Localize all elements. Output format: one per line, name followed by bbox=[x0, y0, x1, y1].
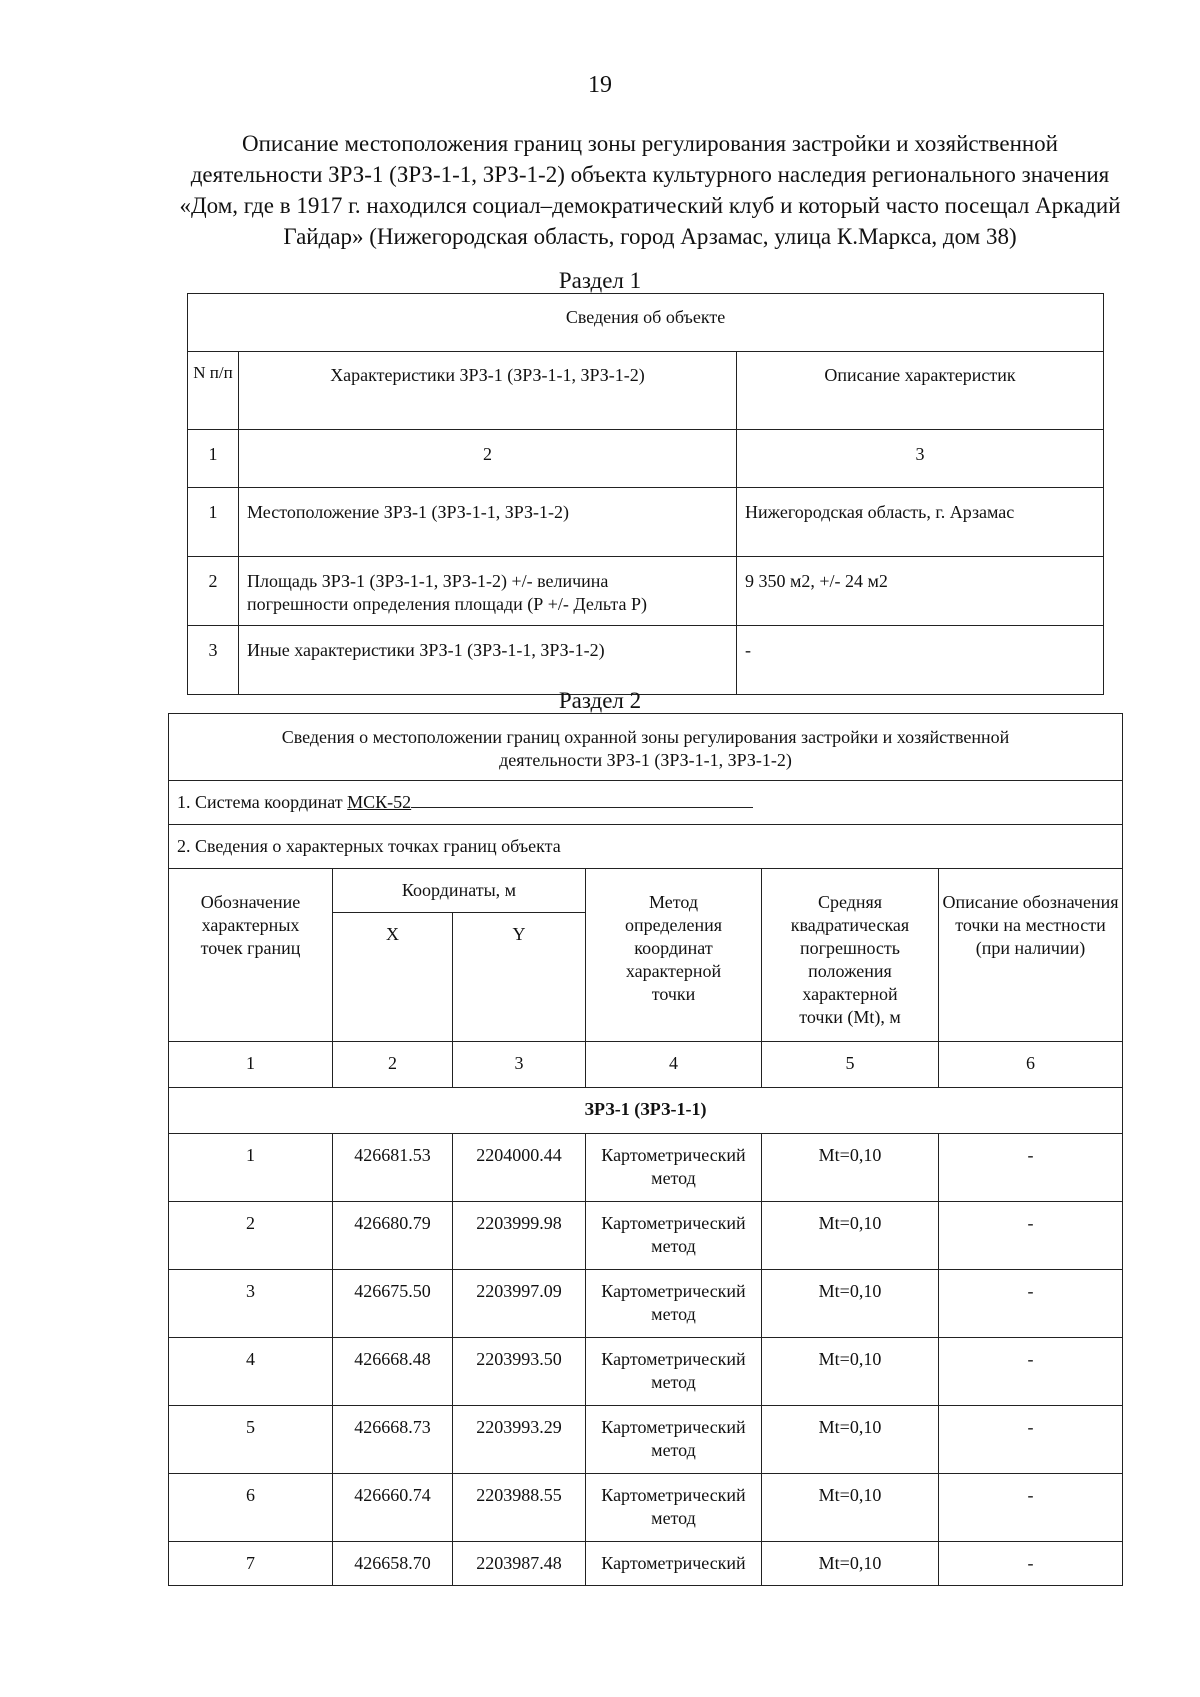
section2-heading: Раздел 2 bbox=[558, 688, 642, 713]
points-section-label: 2. Сведения о характерных точках границ объекта bbox=[169, 825, 1123, 869]
column-header-error bbox=[762, 869, 939, 1042]
header-line: Средняя bbox=[817, 892, 883, 912]
column-number: 1 bbox=[169, 1042, 333, 1088]
column-header-number-text: N п/п bbox=[193, 363, 233, 382]
characteristic-line: Площадь ЗРЗ-1 (ЗРЗ-1-1, ЗРЗ-1-2) +/- величина bbox=[247, 571, 609, 591]
method-line: метод bbox=[651, 1304, 696, 1324]
method-line: Картометрический bbox=[601, 1417, 746, 1437]
point-description: - bbox=[939, 1338, 1123, 1406]
column-header-description: Описание характеристик bbox=[737, 352, 1104, 430]
point-x: 426658.70 bbox=[333, 1542, 453, 1586]
column-number: 4 bbox=[586, 1042, 762, 1088]
method-line: метод bbox=[651, 1508, 696, 1528]
page-number: 19 bbox=[588, 72, 612, 98]
point-id: 4 bbox=[169, 1338, 333, 1406]
column-number: 5 bbox=[762, 1042, 939, 1088]
point-y: 2203987.48 bbox=[453, 1542, 586, 1586]
column-number: 2 bbox=[239, 430, 737, 488]
point-x: 426680.79 bbox=[333, 1202, 453, 1270]
point-y: 2203997.09 bbox=[453, 1270, 586, 1338]
point-error: Mt=0,10 bbox=[762, 1406, 939, 1474]
point-description: - bbox=[939, 1270, 1123, 1338]
header-line: характерных bbox=[201, 915, 300, 935]
method-line: Картометрический bbox=[601, 1349, 746, 1369]
table-row bbox=[169, 1134, 1123, 1202]
header-line: Описание обозначения bbox=[942, 892, 1119, 912]
point-y: 2203993.29 bbox=[453, 1406, 586, 1474]
method-line: метод bbox=[651, 1236, 696, 1256]
point-method bbox=[586, 1134, 762, 1202]
point-id: 3 bbox=[169, 1270, 333, 1338]
point-error: Mt=0,10 bbox=[762, 1338, 939, 1406]
method-line: метод bbox=[651, 1372, 696, 1392]
document-title bbox=[140, 128, 1160, 252]
point-x: 426681.53 bbox=[333, 1134, 453, 1202]
method-line: Картометрический bbox=[601, 1553, 746, 1573]
table-row bbox=[169, 1270, 1123, 1338]
point-x: 426660.74 bbox=[333, 1474, 453, 1542]
characteristic-line: погрешности определения площади (Р +/- Дельта Р) bbox=[247, 594, 647, 614]
document-title-line: деятельности ЗРЗ-1 (ЗРЗ-1-1, ЗРЗ-1-2) объекта культурного наследия регионального значения bbox=[190, 162, 1110, 187]
point-method bbox=[586, 1338, 762, 1406]
table-row bbox=[188, 626, 1104, 695]
point-id: 7 bbox=[169, 1542, 333, 1586]
characteristic-cell: Местоположение ЗРЗ-1 (ЗРЗ-1-1, ЗРЗ-1-2) bbox=[239, 488, 737, 557]
header-line: координат bbox=[634, 938, 713, 958]
column-number: 2 bbox=[333, 1042, 453, 1088]
point-id: 1 bbox=[169, 1134, 333, 1202]
column-number: 3 bbox=[737, 430, 1104, 488]
header-line: определения bbox=[624, 915, 723, 935]
table-title-line: деятельности ЗРЗ-1 (ЗРЗ-1-1, ЗРЗ-1-2) bbox=[499, 750, 792, 770]
method-line: Картометрический bbox=[601, 1485, 746, 1505]
point-description: - bbox=[939, 1406, 1123, 1474]
column-header-method bbox=[586, 869, 762, 1042]
characteristic-cell bbox=[239, 557, 737, 626]
table-row bbox=[169, 1338, 1123, 1406]
point-error: Mt=0,10 bbox=[762, 1134, 939, 1202]
document-title-line: Описание местоположения границ зоны регулирования застройки и хозяйственной bbox=[241, 131, 1058, 156]
header-line: квадратическая bbox=[790, 915, 910, 935]
header-line: точки на местности bbox=[955, 915, 1106, 935]
method-line: Картометрический bbox=[601, 1145, 746, 1165]
method-line: Картометрический bbox=[601, 1281, 746, 1301]
description-cell: Нижегородская область, г. Арзамас bbox=[737, 488, 1104, 557]
point-description: - bbox=[939, 1134, 1123, 1202]
table-row bbox=[169, 1474, 1123, 1542]
row-number: 3 bbox=[188, 626, 239, 695]
row-number: 1 bbox=[188, 488, 239, 557]
column-header-coordinates: Координаты, м bbox=[333, 869, 586, 913]
method-line: метод bbox=[651, 1168, 696, 1188]
column-header-characteristics: Характеристики ЗРЗ-1 (ЗРЗ-1-1, ЗРЗ-1-2) bbox=[239, 352, 737, 430]
point-error: Mt=0,10 bbox=[762, 1270, 939, 1338]
characteristic-cell: Иные характеристики ЗРЗ-1 (ЗРЗ-1-1, ЗРЗ-1-2) bbox=[239, 626, 737, 695]
point-description: - bbox=[939, 1542, 1123, 1586]
zone-group-label: ЗРЗ-1 (ЗРЗ-1-1) bbox=[169, 1088, 1123, 1134]
header-line: точек границ bbox=[200, 938, 301, 958]
point-description: - bbox=[939, 1202, 1123, 1270]
header-line: точки (Mt), м bbox=[799, 1007, 901, 1027]
header-line: Обозначение bbox=[200, 892, 301, 912]
document-title-line: «Дом, где в 1917 г. находился социал–демократический клуб и который часто посещал Аркадий bbox=[179, 193, 1121, 218]
header-line: Метод bbox=[648, 892, 699, 912]
underline-fill bbox=[411, 791, 753, 808]
point-method bbox=[586, 1474, 762, 1542]
table-title-line: Сведения о местоположении границ охранной зоны регулирования застройки и хозяйственной bbox=[281, 727, 1010, 747]
table-row bbox=[188, 488, 1104, 557]
coordinate-system-row bbox=[169, 781, 1123, 825]
point-id: 6 bbox=[169, 1474, 333, 1542]
point-y: 2203993.50 bbox=[453, 1338, 586, 1406]
row-number: 2 bbox=[188, 557, 239, 626]
table-row bbox=[169, 1542, 1123, 1586]
coordinate-system-label: 1. Система координат bbox=[177, 792, 343, 812]
point-y: 2203988.55 bbox=[453, 1474, 586, 1542]
point-x: 426675.50 bbox=[333, 1270, 453, 1338]
description-cell: - bbox=[737, 626, 1104, 695]
coordinate-system-value: МСК-52 bbox=[347, 792, 412, 812]
point-error: Mt=0,10 bbox=[762, 1202, 939, 1270]
header-line: (при наличии) bbox=[975, 938, 1086, 958]
point-id: 2 bbox=[169, 1202, 333, 1270]
header-line: положения bbox=[808, 961, 892, 981]
point-x: 426668.48 bbox=[333, 1338, 453, 1406]
column-header-x: X bbox=[333, 913, 453, 1042]
column-number: 6 bbox=[939, 1042, 1123, 1088]
method-line: метод bbox=[651, 1440, 696, 1460]
column-number: 3 bbox=[453, 1042, 586, 1088]
point-error: Mt=0,10 bbox=[762, 1474, 939, 1542]
point-method bbox=[586, 1202, 762, 1270]
point-method bbox=[586, 1270, 762, 1338]
document-title-line: Гайдар» (Нижегородская область, город Арзамас, улица К.Маркса, дом 38) bbox=[283, 224, 1017, 249]
point-error: Mt=0,10 bbox=[762, 1542, 939, 1586]
column-header-designation bbox=[169, 869, 333, 1042]
point-description: - bbox=[939, 1474, 1123, 1542]
table-row bbox=[188, 557, 1104, 626]
header-line: характерной bbox=[625, 961, 722, 981]
header-line: характерной bbox=[802, 984, 898, 1004]
boundary-points-table bbox=[168, 713, 1123, 1586]
description-cell: 9 350 м2, +/- 24 м2 bbox=[737, 557, 1104, 626]
table-row bbox=[169, 1406, 1123, 1474]
table-title bbox=[169, 714, 1123, 781]
method-line: Картометрический bbox=[601, 1213, 746, 1233]
table-row bbox=[169, 1202, 1123, 1270]
point-method bbox=[586, 1542, 762, 1586]
table-title: Сведения об объекте bbox=[188, 294, 1104, 352]
header-line: погрешность bbox=[799, 938, 900, 958]
column-header-y: Y bbox=[453, 913, 586, 1042]
object-info-table bbox=[187, 293, 1104, 695]
column-header-number bbox=[188, 352, 239, 430]
point-method bbox=[586, 1406, 762, 1474]
point-y: 2203999.98 bbox=[453, 1202, 586, 1270]
column-number: 1 bbox=[188, 430, 239, 488]
point-x: 426668.73 bbox=[333, 1406, 453, 1474]
header-line: точки bbox=[651, 984, 696, 1004]
point-id: 5 bbox=[169, 1406, 333, 1474]
column-header-point-description bbox=[939, 869, 1123, 1042]
section1-heading: Раздел 1 bbox=[558, 268, 642, 293]
point-y: 2204000.44 bbox=[453, 1134, 586, 1202]
